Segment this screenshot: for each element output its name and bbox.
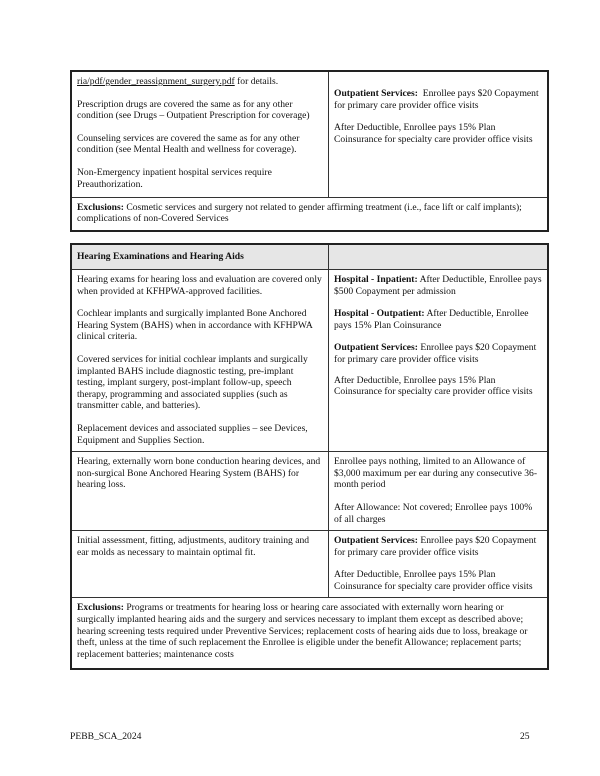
prescription-note: Prescription drugs are covered the same as for any other condition (see Drugs – Outpatient Prescription for coverage) <box>77 98 310 122</box>
preauthorization-note: Non-Emergency inpatient hospital services require Preauthorization. <box>77 166 272 190</box>
exclusions-row: Exclusions: Cosmetic services and surgery not related to gender affirming treatment (i.e., face lift or calf implants); complications of non-Covered Services <box>71 197 548 231</box>
hearing-table <box>70 243 549 670</box>
table-row: Hearing, externally worn bone conduction hearing devices, and non-surgical Bone Anchored Hearing System (BAHS) for hearing loss. Enrollee pays nothing, limited to an Allowance of $3,000 maximum per ear during any consecutive 36-month period After Allowance: Not covered; Enrollee pays 100% of all charges <box>71 452 548 531</box>
table-row: Initial assessment, fitting, adjustments, auditory training and ear molds as necessary to maintain optimal fit. Outpatient Services: Enrollee pays $20 Copayment for primary care provider office visits After Deductible, Enrollee pays 15% Plan Coinsurance for specialty care provider office visits <box>71 531 548 598</box>
table-row: Hearing exams for hearing loss and evaluation are covered only when provided at KFHPWA-approved facilities. Cochlear implants and surgically implanted Bone Anchored Hearing System (BAHS) when in accordance with KFHPWA clinical criteria. Covered services for initial cochlear implants and surgically implanted BAHS include diagnostic testing, pre-implant testing, implant surgery, post-implant follow-up, speech therapy, programming and associated supplies (such as transmitter cable, and batteries). Replacement devices and associated supplies – see Devices, Equipment and Supplies Section. Hospital - Inpatient: After Deductible, Enrollee pays $500 Copayment per admission Hospital - Outpatient: After Deductible, Enrollee pays 15% Plan Coinsurance Outpatient Services: Enrollee pays $20 Copayment for primary care provider office visits After Deductible, Enrollee pays 15% Plan Coinsurance for specialty care provider office visits <box>71 270 548 452</box>
gender-affirming-table-continued <box>70 70 549 232</box>
gender-surgery-pdf-link[interactable]: ria/pdf/gender_reassignment_surgery.pdf <box>77 76 235 87</box>
page-number: 25 <box>520 731 530 742</box>
coverage-description-cell: ria/pdf/gender_reassignment_surgery.pdf for details. Prescription drugs are covered the same as for any other condition (see Drugs – Outpatient Prescription for coverage) Counseling services are covered the same as for any other condition (see Mental Health and wellness for coverage). Non-Emergency inpatient hospital services require Preauthorization. <box>71 71 329 197</box>
cost-share-cell: Outpatient Services: Enrollee pays $20 Copayment for primary care provider office visits After Deductible, Enrollee pays 15% Plan Coinsurance for specialty care provider office visits <box>329 71 549 197</box>
footer-doc-id: PEBB_SCA_2024 <box>70 731 142 742</box>
table-header <box>71 244 548 270</box>
table-row <box>71 71 548 197</box>
section-title: Hearing Examinations and Hearing Aids <box>71 244 329 270</box>
counseling-note: Counseling services are covered the same as for any other condition (see Mental Health and wellness for coverage). <box>77 132 300 156</box>
exclusions-row: Exclusions: Programs or treatments for hearing loss or hearing care associated with externally worn hearing or surgically implanted hearing aids and the surgery and services necessary to implant them except as described above; hearing screening tests required under Preventive Services; replacement costs of hearing aids due to loss, breakage or theft, unless at the time of such replacement the Enrollee is eligible under the benefit Allowance; replacement parts; replacement batteries; maintenance costs <box>71 598 548 669</box>
